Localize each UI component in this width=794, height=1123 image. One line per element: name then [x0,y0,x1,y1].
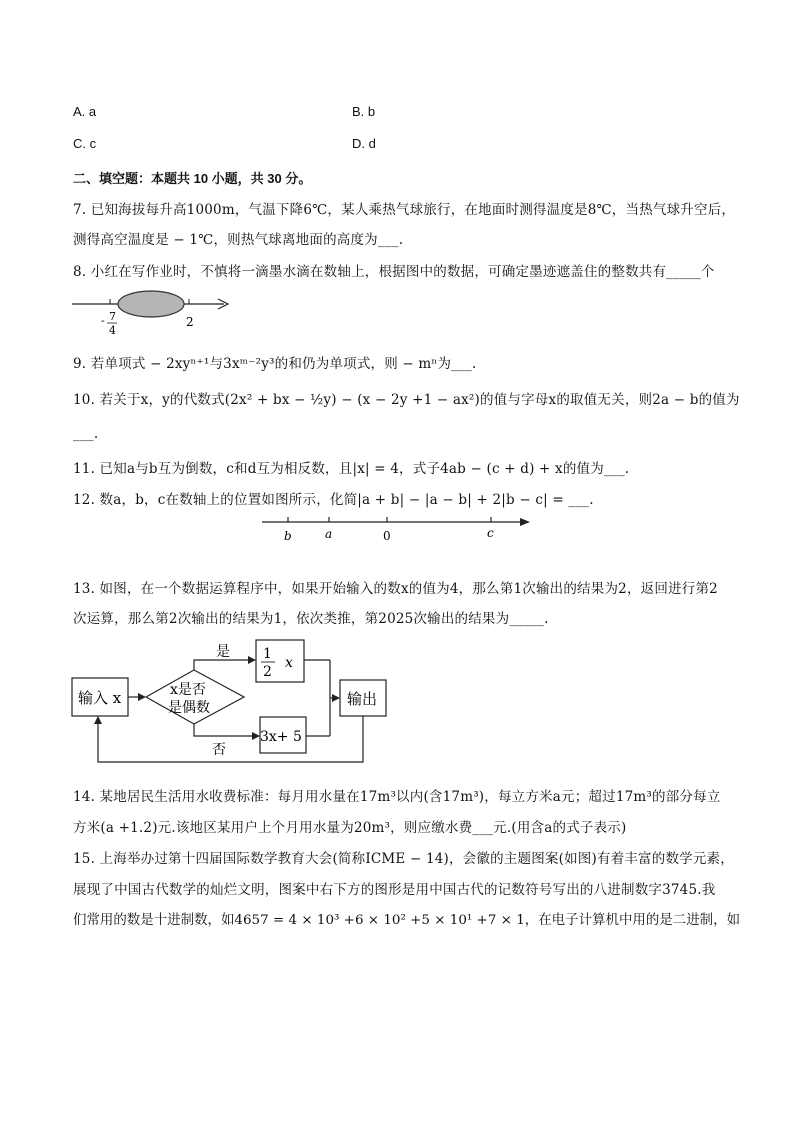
minus-sign: - [101,314,105,327]
abc-number-line-figure [258,510,548,550]
label-zero: 0 [383,529,391,543]
triple-x-label: 3x+ 5 [260,729,302,745]
option-d: D. d [352,136,376,151]
option-a: A. a [73,104,97,119]
condition-line-1: x是否 [170,682,206,698]
label-b: b [284,529,292,543]
output-label: 输出 [347,690,378,708]
question-8-line-1: 8. 小红在写作业时，不慎将一滴墨水滴在数轴上，根据图中的数据，可确定墨迹遮盖住的整数共有_____个 [73,264,715,280]
question-13-line-1: 13. 如图，在一个数据运算程序中，如果开始输入的数x的值为4，那么第1次输出的结果为2，返回进行第2 [73,581,718,597]
question-14-line-2: 方米(a +1.2)元.该地区某用户上个月用水量为20m³，则应缴水费___元.(用含a的式子表示) [73,820,627,836]
label-a: a [325,527,333,541]
half-numerator: 1 [263,646,272,662]
no-label: 否 [212,742,226,758]
ink-blot-number-line-figure [66,286,246,342]
input-label: 输入 x [78,689,122,707]
question-15-line-3: 们常用的数是十进制数，如4657 = 4 × 10³ +6 × 10² +5 × 10¹ +7 × 1，在电子计算机中用的是二进制，如 [73,913,741,928]
condition-line-2: 是偶数 [168,700,210,716]
question-10-line-1: 10. 若关于x，y的代数式(2x² + bx − ½y) − (x − 2y +1 − ax²)的值与字母x的取值无关，则2a − b的值为 [73,392,740,408]
question-12-line-1: 12. 数a，b，c在数轴上的位置如图所示，化简|a + b| − |a − b| + 2|b − c| = ___. [73,492,594,508]
question-7-line-2: 测得高空温度是 − 1℃，则热气球离地面的高度为___. [73,232,404,248]
fraction-numerator: 7 [109,310,116,323]
half-denominator: 2 [263,664,272,680]
question-9-line-1: 9. 若单项式 − 2xyⁿ⁺¹与3xᵐ⁻²y³的和仍为单项式，则 − mⁿ为___. [73,356,477,372]
flowchart-figure [70,636,400,766]
yes-label: 是 [216,644,230,660]
question-13-line-2: 次运算，那么第2次输出的结果为1，依次类推，第2025次输出的结果为_____. [73,611,549,627]
question-10-line-2: ___. [73,426,99,442]
question-15-line-2: 展现了中国古代数学的灿烂文明，图案中右下方的图形是用中国古代的记数符号写出的八进制数字3745.我 [73,882,716,898]
half-variable: x [285,655,293,671]
option-b: B. b [352,104,376,119]
question-11-line-1: 11. 已知a与b互为倒数，c和d互为相反数，且|x| = 4，式子4ab − (c + d) + x的值为___. [73,461,630,477]
fraction-denominator: 4 [109,324,116,337]
label-two: 2 [186,315,194,329]
section-title: 二、填空题：本题共 10 小题，共 30 分。 [73,171,312,186]
question-14-line-1: 14. 某地居民生活用水收费标准：每月用水量在17m³以内(含17m³)，每立方米a元；超过17m³的部分每立 [73,789,721,805]
ink-blot [118,291,184,317]
question-15-line-1: 15. 上海举办过第十四届国际数学教育大会(简称ICME − 14)，会徽的主题图案(如图)有着丰富的数学元素， [73,851,734,867]
question-7-line-1: 7. 已知海拔每升高1000m，气温下降6℃，某人乘热气球旅行，在地面时测得温度是8℃，当热气球升空后， [73,202,736,218]
option-c: C. c [73,136,97,151]
label-c: c [487,526,494,540]
